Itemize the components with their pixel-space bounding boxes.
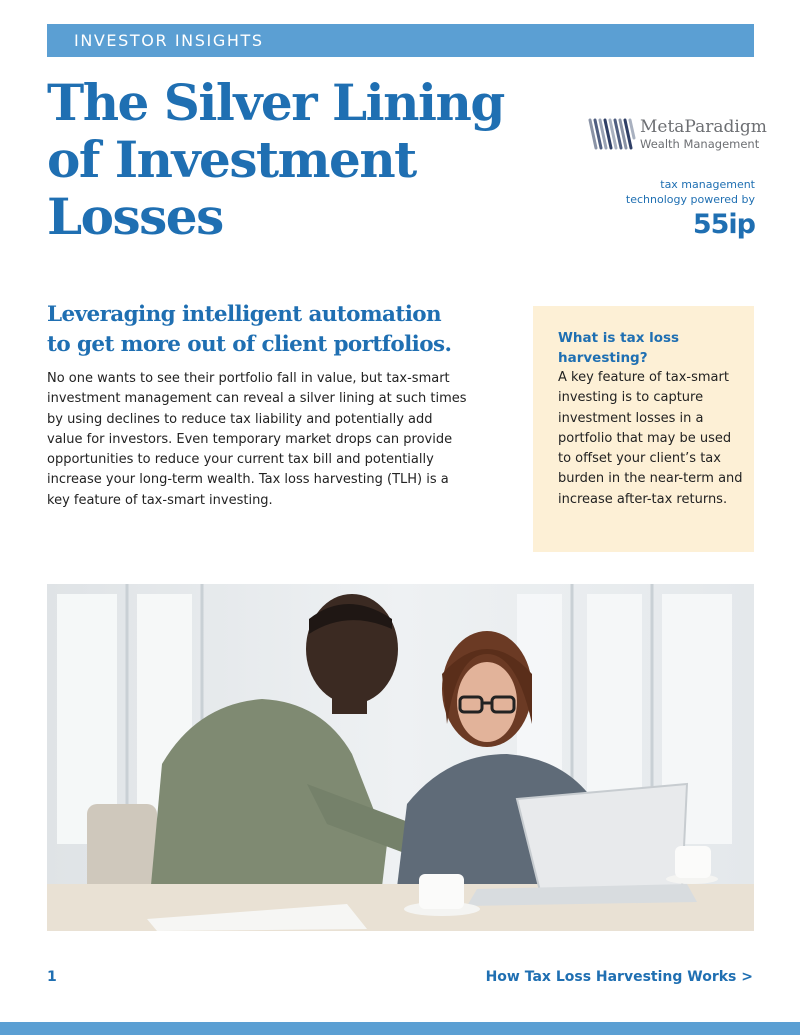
- callout-text: A key feature of tax-smart investing is to capture investment losses in a portfolio that may be used to offset your client’s tax burden in the near-term and increase after-tax returns.: [558, 370, 743, 507]
- title-line-2: of Investment: [47, 130, 416, 189]
- footer-bar: [0, 1022, 800, 1035]
- title-line-1: The Silver Lining: [47, 73, 504, 132]
- intro-paragraph: No one wants to see their portfolio fall in value, but tax-smart investment management can reveal a silver lining at such times by using declines to reduce tax liability and potentially add value for investors. Even temporary market drops can provide opportunities to reduce your current tax bill and potentially increase your long-term wealth. Tax loss harvesting (TLH) is a key feature of tax-smart investing.: [47, 371, 467, 508]
- hero-photo: [47, 584, 754, 931]
- section-banner: [47, 24, 754, 57]
- subhead-line-1: Leveraging intelligent automation: [47, 302, 442, 327]
- page-title: [47, 74, 547, 245]
- subhead-line-2: to get more out of client portfolios.: [47, 332, 452, 357]
- metaparadigm-logo-icon: [588, 116, 636, 152]
- title-line-3: Losses: [47, 187, 223, 246]
- firm-subtitle: Wealth Management: [640, 137, 760, 151]
- firm-name: MetaParadigm: [640, 117, 767, 137]
- powered-line-1: tax management: [660, 178, 755, 191]
- callout-box: [533, 306, 754, 552]
- subheading: [47, 300, 467, 360]
- banner-label: INVESTOR INSIGHTS: [74, 31, 264, 50]
- powered-by-text: [555, 177, 755, 207]
- partner-logo: 55ip: [692, 209, 755, 240]
- page-number: 1: [47, 969, 57, 985]
- callout-title: What is tax loss harvesting?: [558, 330, 680, 366]
- powered-line-2: technology powered by: [625, 193, 755, 206]
- firm-logo: [588, 116, 767, 156]
- office-meeting-photo: [47, 584, 754, 931]
- next-page-link[interactable]: How Tax Loss Harvesting Works >: [485, 969, 753, 985]
